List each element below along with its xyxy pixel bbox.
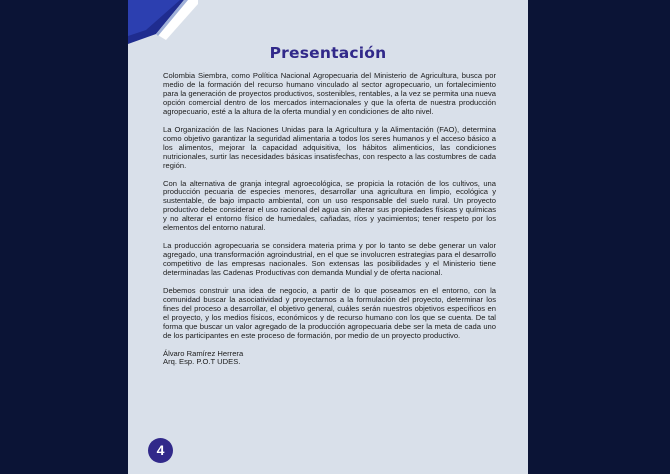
paragraph-2: La Organización de las Naciones Unidas para la Agricultura y la Alimentación (FAO), determina como objetivo garantizar la seguridad alimentaria a todos los seres humanos y el acceso básico a los alimentos, mejorar la capacidad adquisitiva, los hábitos alimenticios, las condiciones nutricionales, surtir las necesidades básicas insatisfechas, con respecto a las costumbres de cada región. xyxy=(163,124,496,170)
body-text xyxy=(163,72,496,367)
page-curl-corner-decoration xyxy=(128,0,198,44)
paragraph-4: La producción agropecuaria se considera materia prima y por lo tanto se debe generar un valor agregado, una transformación agroindustrial, en el que se involucren estrategias para el desarrollo competitivo de las empresas nacionales. Son extensas las posibilidades y el Ministerio tiene determinadas las Cadenas Productivas con demanda Mundial y de oferta nacional. xyxy=(163,241,496,278)
page-title: Presentación xyxy=(269,44,387,62)
page-number-badge: 4 xyxy=(148,438,173,463)
paragraph-1: Colombia Siembra, como Política Nacional Agropecuaria del Ministerio de Agricultura, busca por medio de la formación del recurso humano vinculado al sector agropecuario, un fortalecimiento para la generación de proyectos productivos, sostenibles, rentables, a la vez se permita una nueva opción comercial dentro de los mercados internacionales y que la oferta de nuestra producción agropecuario, esté a la altura de la oferta mundial y en condiciones de alto nivel. xyxy=(163,71,496,116)
signature-title: Arq. Esp. P.O.T UDES. xyxy=(163,357,241,367)
document-page xyxy=(128,0,528,474)
paragraph-5: Debemos construir una idea de negocio, a partir de lo que poseamos en el entorno, con la comunidad buscar la asociatividad y proyectarnos a la formulación del proyecto, determinar los fines del proceso a desarrollar, el objetivo general, cuáles serán nuestros objetivos específicos en el proyecto, y los medios físicos, económicos y de recurso humano con los que se cuenta. De tal forma que buscar un valor agregado de la producción agropecuaria debe ser la meta de cada uno de los participantes en este proceso de formación, por medio de un proyecto productivo. xyxy=(163,286,496,340)
signature-block xyxy=(163,350,496,367)
paragraph-3: Con la alternativa de granja integral agroecológica, se propicia la rotación de los cultivos, una producción pecuaria de especies menores, desarrollar una agricultura en limpio, ecológica y sustentable, de bajo impacto ambiental, con un uso responsable del suelo rural. Un proyecto productivo debe considerar el uso racional del agua sin alterar sus propiedades físicas y químicas y no alterar el entorno físico de humedales, cañadas, ríos y yacimientos; tener respeto por los elementos del entorno natural. xyxy=(163,178,496,233)
signature-name: Álvaro Ramírez Herrera xyxy=(163,348,244,358)
